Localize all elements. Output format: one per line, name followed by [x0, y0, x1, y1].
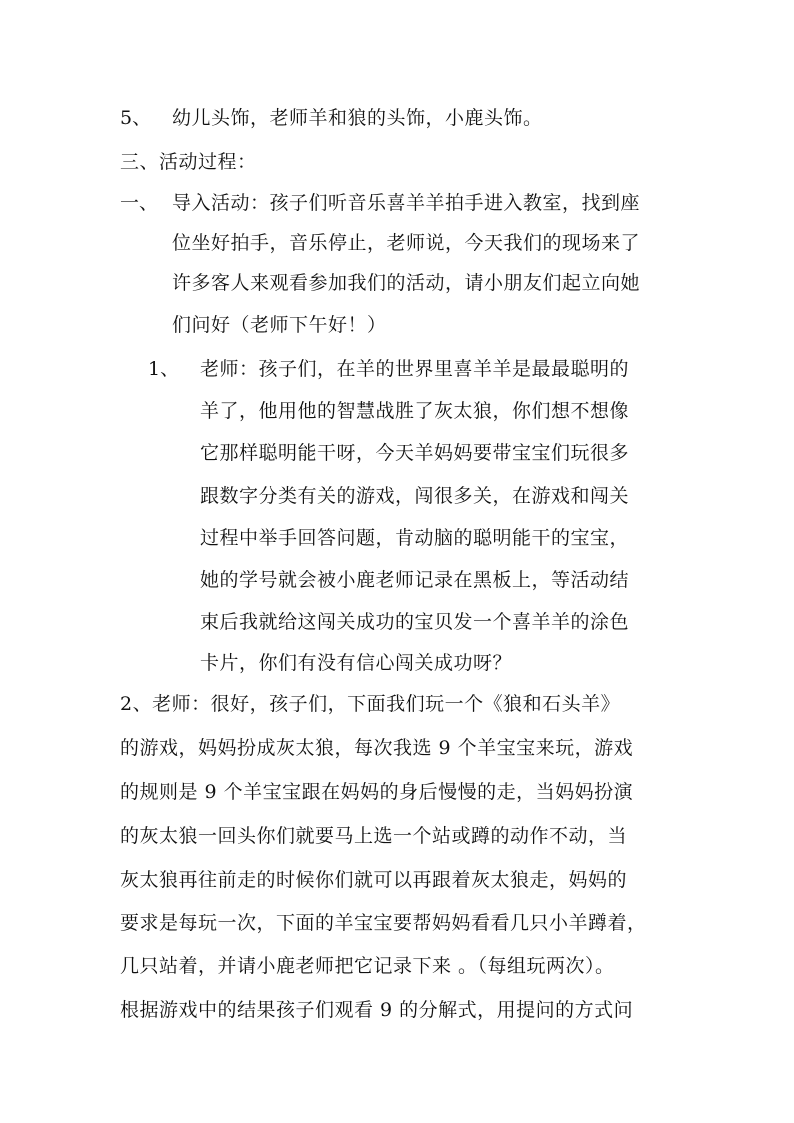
item-5-text: 幼儿头饰，老师羊和狼的头饰，小鹿头饰。: [172, 107, 543, 129]
step-1-line-1: 老师：孩子们，在羊的世界里喜羊羊是最最聪明的: [200, 358, 630, 380]
step-1-line-8: 卡片，你们有没有信心闯关成功呀？: [200, 652, 513, 674]
step-1-number: 1、: [148, 358, 180, 380]
step-2-line-3: 的规则是 9 个羊宝宝跟在妈妈的身后慢慢的走，当妈妈扮演: [120, 781, 634, 803]
step-1-line-5: 过程中举手回答问题，肯动脑的聪明能干的宝宝，: [200, 527, 630, 549]
step-1-line-6: 她的学号就会被小鹿老师记录在黑板上，等活动结: [200, 569, 630, 591]
step-2-line-8: 根据游戏中的结果孩子们观看 9 的分解式，用提问的方式问: [120, 999, 634, 1021]
part-1-line-1: 导入活动：孩子们听音乐喜羊羊拍手进入教室，找到座: [172, 192, 641, 214]
step-2-line-1: 2、老师：很好，孩子们，下面我们玩一个《狼和石头羊》: [120, 693, 621, 715]
part-1-line-3: 许多客人来观看参加我们的活动，请小朋友们起立向她: [172, 272, 641, 294]
step-2-line-4: 的灰太狼一回头你们就要马上选一个站或蹲的动作不动，当: [120, 825, 628, 847]
step-1-line-7: 束后我就给这闯关成功的宝贝发一个喜羊羊的涂色: [200, 611, 630, 633]
step-2-line-2: 的游戏，妈妈扮成灰太狼，每次我选 9 个羊宝宝来玩，游戏: [120, 737, 634, 759]
part-1-line-2: 位坐好拍手，音乐停止，老师说，今天我们的现场来了: [172, 232, 641, 254]
part-1-line-4: 们问好（老师下午好！）: [172, 314, 387, 336]
step-1-line-3: 它那样聪明能干呀，今天羊妈妈要带宝宝们玩很多: [200, 442, 630, 464]
step-1-line-2: 羊了，他用他的智慧战胜了灰太狼，你们想不想像: [200, 400, 630, 422]
section-heading-activity-process: 三、活动过程：: [120, 151, 257, 173]
step-2-line-6: 要求是每玩一次，下面的羊宝宝要帮妈妈看看几只小羊蹲着，: [120, 912, 647, 934]
step-1-line-4: 跟数字分类有关的游戏，闯很多关，在游戏和闯关: [200, 485, 630, 507]
step-2-line-7: 几只站着，并请小鹿老师把它记录下来 。（每组玩两次）。: [120, 955, 615, 977]
step-2-line-5: 灰太狼再往前走的时候你们就可以再跟着灰太狼走，妈妈的: [120, 869, 628, 891]
part-1-number: 一、: [120, 192, 159, 214]
item-5-number: 5、: [120, 107, 152, 129]
